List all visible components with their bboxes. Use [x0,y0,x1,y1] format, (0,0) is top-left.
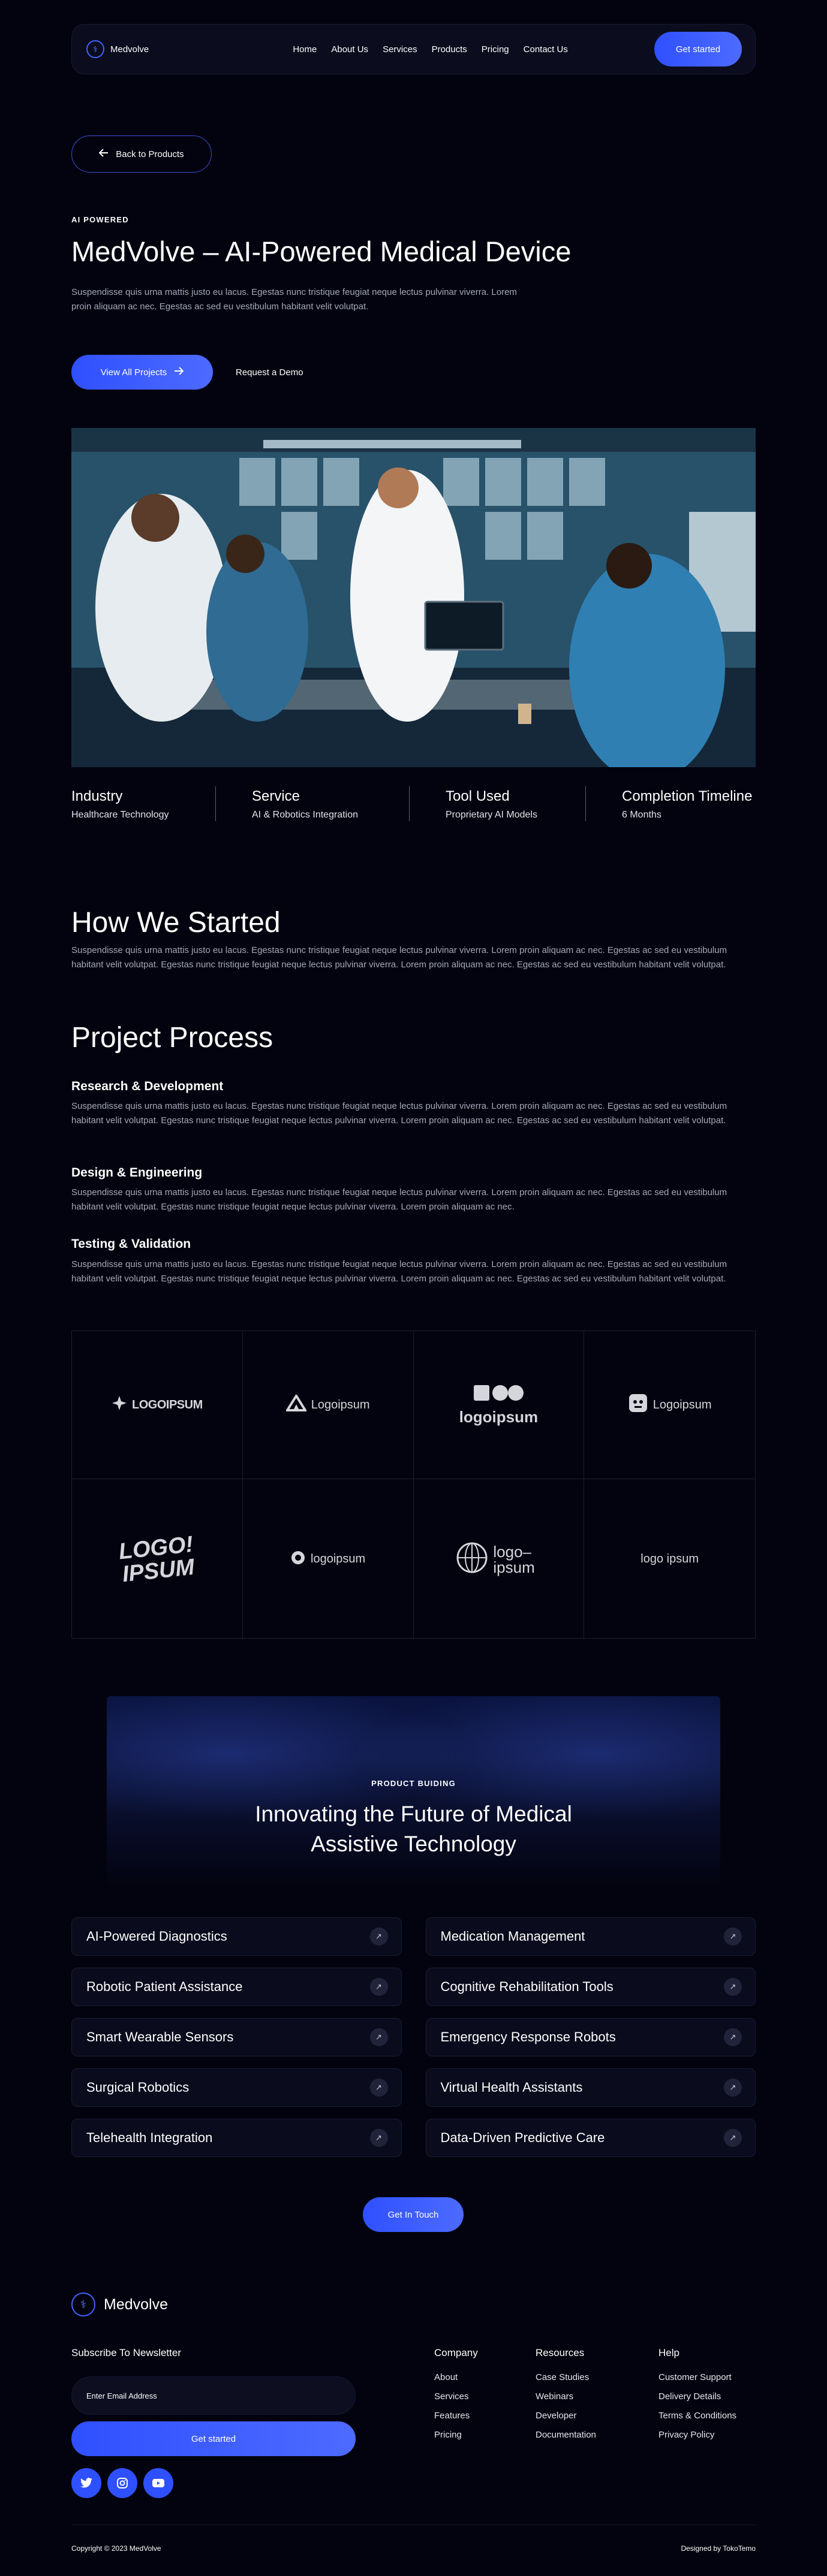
stat-title: Tool Used [446,788,510,804]
logo-cell [584,1479,755,1639]
footer-link-webinars[interactable]: Webinars [536,2391,574,2402]
get-started-button[interactable]: Get started [654,32,742,67]
nav-link-home[interactable]: Home [293,44,317,55]
footer-column-resources [536,2347,596,2449]
arrow-left-icon [99,149,109,159]
step-text-testing: Suspendisse quis urna mattis justo eu lacus. Egestas nunc tristique feugiat neque lectus pulvinar viverra. Lorem proin aliquam ac nec. Egestas ac sed eu vestibulum habitant velit volutpat. Egestas nunc tristique feugiat neque lectus pulvinar viverra. Lorem proin aliquam ac nec. Egestas ac sed eu vestibulum habitant velit volutpat. [71,1259,727,1284]
arrow-up-right-icon: ↗ [370,2129,388,2147]
nav-link-contact-us[interactable]: Contact Us [523,44,568,55]
twitter-icon[interactable] [71,2468,101,2498]
banner-eyebrow: PRODUCT BUIDING [371,1779,456,1788]
step-title-research: Research & Development [71,1079,224,1093]
project-process-title: Project Process [71,1022,273,1054]
arrow-up-right-icon: ↗ [724,2129,742,2147]
arrow-up-right-icon: ↗ [370,1928,388,1945]
logo-cell [414,1479,585,1639]
service-item[interactable]: Robotic Patient Assistance ↗ [71,1968,402,2006]
stat-value: Healthcare Technology [71,810,169,820]
ring-logo-icon [290,1550,306,1569]
stat-service [252,786,409,822]
banner-title-line-1: Innovating the Future of Medical [255,1802,572,1826]
star-logo-icon [112,1395,127,1414]
social-links [71,2468,173,2498]
stat-title: Service [252,788,300,804]
footer-link-terms[interactable]: Terms & Conditions [658,2411,737,2421]
designed-by-text: Designed by TokoTemo [681,2544,756,2553]
footer-column-help [658,2347,736,2449]
footer-brand-name: Medvolve [104,2296,168,2313]
step-title-design: Design & Engineering [71,1166,203,1180]
product-building-banner [107,1696,720,1888]
footer-column-title: Resources [536,2347,585,2358]
stat-divider [585,786,586,821]
stat-divider [409,786,410,821]
footer-column-title: Help [658,2347,679,2358]
newsletter-title: Subscribe To Newsletter [71,2347,181,2358]
footer-column-title: Company [434,2347,478,2358]
footer-link-services[interactable]: Services [434,2391,469,2402]
banner-title-line-2: Assistive Technology [311,1832,516,1856]
arrow-up-right-icon: ↗ [724,1978,742,1996]
service-item[interactable]: Cognitive Rehabilitation Tools ↗ [426,1968,756,2006]
services-list [71,1917,756,2157]
brand-logo[interactable] [86,40,149,58]
subscribe-button[interactable]: Get started [71,2421,356,2456]
footer-divider [71,2524,756,2525]
step-text-research: Suspendisse quis urna mattis justo eu lacus. Egestas nunc tristique feugiat neque lectus pulvinar viverra. Lorem proin aliquam ac nec. Egestas ac sed eu vestibulum habitant velit volutpat. Egestas nunc tristique feugiat neque lectus pulvinar viverra. Lorem proin aliquam ac nec. Egestas ac sed eu vestibulum habitant velit volutpat. [71,1101,727,1126]
view-all-projects-label: View All Projects [100,367,167,378]
instagram-icon[interactable] [107,2468,137,2498]
stat-value: AI & Robotics Integration [252,810,358,820]
service-item[interactable]: Telehealth Integration ↗ [71,2119,402,2157]
footer-link-documentation[interactable]: Documentation [536,2430,596,2440]
email-input[interactable] [71,2376,356,2415]
hero-eyebrow: AI POWERED [71,215,129,224]
partner-logo: Logoipsum [628,1393,712,1417]
partner-logo-grid [71,1331,756,1639]
hero-image [71,428,756,767]
footer-link-pricing[interactable]: Pricing [434,2430,462,2440]
stat-tool-used [446,786,585,822]
service-item[interactable]: AI-Powered Diagnostics ↗ [71,1917,402,1956]
partner-logo: logo ipsum [640,1552,699,1565]
footer-link-about[interactable]: About [434,2372,458,2382]
partner-logo: Logoipsum [286,1395,370,1415]
banner-title [107,1799,720,1859]
footer-brand[interactable] [71,2293,168,2316]
logo-cell [72,1331,243,1479]
arrow-up-right-icon: ↗ [724,2079,742,2097]
project-stats [71,786,756,822]
copyright-text: Copyright © 2023 MedVolve [71,2544,161,2553]
stat-value: Proprietary AI Models [446,810,537,820]
service-item[interactable]: Virtual Health Assistants ↗ [426,2068,756,2107]
stat-completion-timeline [622,786,752,822]
nav-link-services[interactable]: Services [383,44,417,55]
caduceus-icon: ⚕ [86,40,104,58]
stat-value: 6 Months [622,810,661,820]
back-to-products-button[interactable] [71,135,212,173]
how-we-started-text: Suspendisse quis urna mattis justo eu lacus. Egestas nunc tristique feugiat neque lectus pulvinar viverra. Lorem proin aliquam ac nec. Egestas ac sed eu vestibulum habitant velit volutpat. Egestas nunc tristique feugiat neque lectus pulvinar viverra. Lorem proin aliquam ac nec. Egestas ac sed eu vestibulum habitant velit volutpat. [71,945,727,970]
footer-link-delivery-details[interactable]: Delivery Details [658,2391,721,2402]
footer-link-customer-support[interactable]: Customer Support [658,2372,732,2382]
nav-link-products[interactable]: Products [431,44,467,55]
footer-column-company [434,2347,478,2449]
partner-logo: logoipsum [459,1384,538,1426]
footer-link-case-studies[interactable]: Case Studies [536,2372,590,2382]
step-text-design: Suspendisse quis urna mattis justo eu lacus. Egestas nunc tristique feugiat neque lectus pulvinar viverra. Lorem proin aliquam ac nec. Egestas ac sed eu vestibulum habitant velit volutpat. Egestas nunc tristique feugiat neque lectus pulvinar viverra. Lorem proin aliquam ac nec. [71,1187,727,1212]
partner-logo: LOGO! IPSUM [117,1531,196,1587]
footer-link-privacy[interactable]: Privacy Policy [658,2430,715,2440]
globe-logo-icon [456,1542,488,1577]
caduceus-icon: ⚕ [71,2293,95,2316]
arrow-up-right-icon: ↗ [370,2079,388,2097]
view-all-projects-button[interactable] [71,355,213,390]
hero-lead: Suspendisse quis urna mattis justo eu lacus. Egestas nunc tristique feugiat neque lectus pulvinar viverra. Lorem proin aliquam ac nec. Egestas ac sed eu vestibulum habitant velit volutpat. [71,287,517,312]
logo-cell [243,1479,414,1639]
top-navbar [71,24,756,74]
partner-logo: logo– ipsum [456,1542,541,1577]
request-demo-link[interactable]: Request a Demo [236,367,303,378]
logo-cell [414,1331,585,1479]
nav-links [293,44,568,55]
youtube-icon[interactable] [143,2468,173,2498]
footer-link-developer[interactable]: Developer [536,2411,577,2421]
back-to-products-label: Back to Products [116,149,184,159]
hero-actions [71,355,303,390]
logo-cell [243,1331,414,1479]
arrow-right-icon [174,367,184,378]
step-title-testing: Testing & Validation [71,1237,191,1251]
arrow-up-right-icon: ↗ [370,2028,388,2046]
brand-name: Medvolve [110,44,149,55]
service-item[interactable]: Data-Driven Predictive Care ↗ [426,2119,756,2157]
get-in-touch-button[interactable]: Get In Touch [363,2197,464,2232]
stat-industry [71,786,215,822]
service-item[interactable]: Medication Management ↗ [426,1917,756,1956]
stat-divider [215,786,216,821]
arrow-up-right-icon: ↗ [370,1978,388,1996]
how-we-started-title: How We Started [71,907,281,939]
page-title: MedVolve – AI-Powered Medical Device [71,236,572,267]
stat-title: Industry [71,788,123,804]
stat-title: Completion Timeline [622,788,753,804]
partner-logo: logoipsum [290,1550,365,1569]
nav-link-about-us[interactable]: About Us [331,44,369,55]
arrow-up-right-icon: ↗ [724,1928,742,1945]
service-item[interactable]: Emergency Response Robots ↗ [426,2018,756,2056]
robot-logo-icon [628,1393,648,1417]
logo-cell [72,1479,243,1639]
service-item[interactable]: Smart Wearable Sensors ↗ [71,2018,402,2056]
service-item[interactable]: Surgical Robotics ↗ [71,2068,402,2107]
partner-logo: LOGOIPSUM [112,1395,203,1414]
logo-cell [584,1331,755,1479]
nav-link-pricing[interactable]: Pricing [481,44,509,55]
shapes-logo-icon [471,1384,525,1405]
arrow-up-right-icon: ↗ [724,2028,742,2046]
tent-logo-icon [286,1395,306,1415]
footer-link-features[interactable]: Features [434,2411,470,2421]
